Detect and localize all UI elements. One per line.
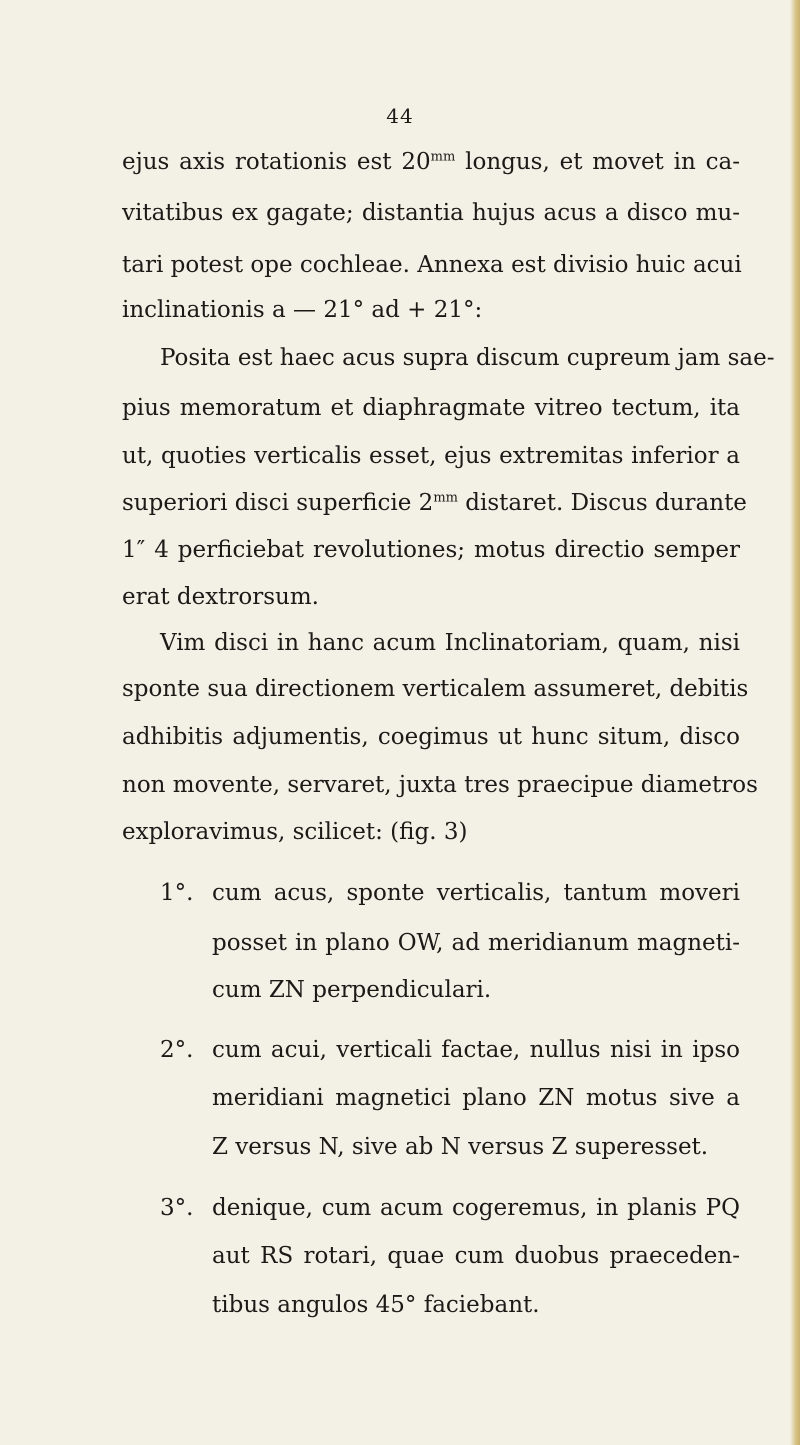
list-item-marker: 2°.: [160, 1037, 194, 1063]
text-line: [122, 147, 740, 177]
text-line: Posita est haec acus supra discum cupreum jam sae-: [160, 345, 775, 371]
text-fragment: superiori disci superficie 2: [122, 490, 434, 516]
text-line: ut, quoties verticalis esset, ejus extremitas inferior a: [122, 443, 740, 469]
text-fragment: ejus axis rotationis est 20: [122, 149, 431, 175]
text-line: non movente, servaret, juxta tres praecipue diametros: [122, 772, 758, 798]
unit-superscript: mm: [430, 149, 456, 165]
list-item-line: cum acus, sponte verticalis, tantum moveri: [212, 880, 740, 906]
text-line: pius memoratum et diaphragmate vitreo tectum, ita: [122, 395, 740, 421]
text-line: tari potest ope cochleae. Annexa est divisio huic acui: [122, 252, 742, 278]
text-fragment: distaret. Discus durante: [457, 490, 747, 516]
text-line: exploravimus, scilicet: (fig. 3): [122, 819, 468, 845]
text-line: vitatibus ex gagate; distantia hujus acus a disco mu-: [122, 200, 740, 226]
list-item-line: denique, cum acum cogeremus, in planis PQ: [212, 1195, 740, 1221]
text-line: sponte sua directionem verticalem assumeret, debitis: [122, 676, 749, 702]
list-item-line: Z versus N, sive ab N versus Z superesset.: [212, 1134, 709, 1160]
list-item-line: cum acui, verticali factae, nullus nisi in ipso: [212, 1037, 740, 1063]
text-fragment: longus, et movet in ca-: [455, 149, 740, 175]
list-item-line: tibus angulos 45° faciebant.: [212, 1292, 540, 1318]
page-edge: [790, 0, 800, 1445]
list-item-marker: 1°.: [160, 880, 194, 906]
text-line: 1″ 4 perficiebat revolutiones; motus directio semper: [122, 537, 740, 563]
list-item-line: meridiani magnetici plano ZN motus sive a: [212, 1085, 740, 1111]
text-line: erat dextrorsum.: [122, 584, 319, 610]
unit-superscript: mm: [433, 490, 458, 506]
text-line: Vim disci in hanc acum Inclinatoriam, quam, nisi: [160, 630, 740, 656]
list-item-line: cum ZN perpendiculari.: [212, 977, 492, 1003]
text-line: inclinationis a — 21° ad + 21°:: [122, 297, 483, 323]
page-number: 44: [386, 104, 414, 128]
text-line: [122, 488, 747, 518]
list-item-line: posset in plano OW, ad meridianum magneti-: [212, 930, 740, 956]
text-line: adhibitis adjumentis, coegimus ut hunc situm, disco: [122, 724, 740, 750]
list-item-line: aut RS rotari, quae cum duobus praeceden-: [212, 1243, 740, 1269]
list-item-marker: 3°.: [160, 1195, 194, 1221]
